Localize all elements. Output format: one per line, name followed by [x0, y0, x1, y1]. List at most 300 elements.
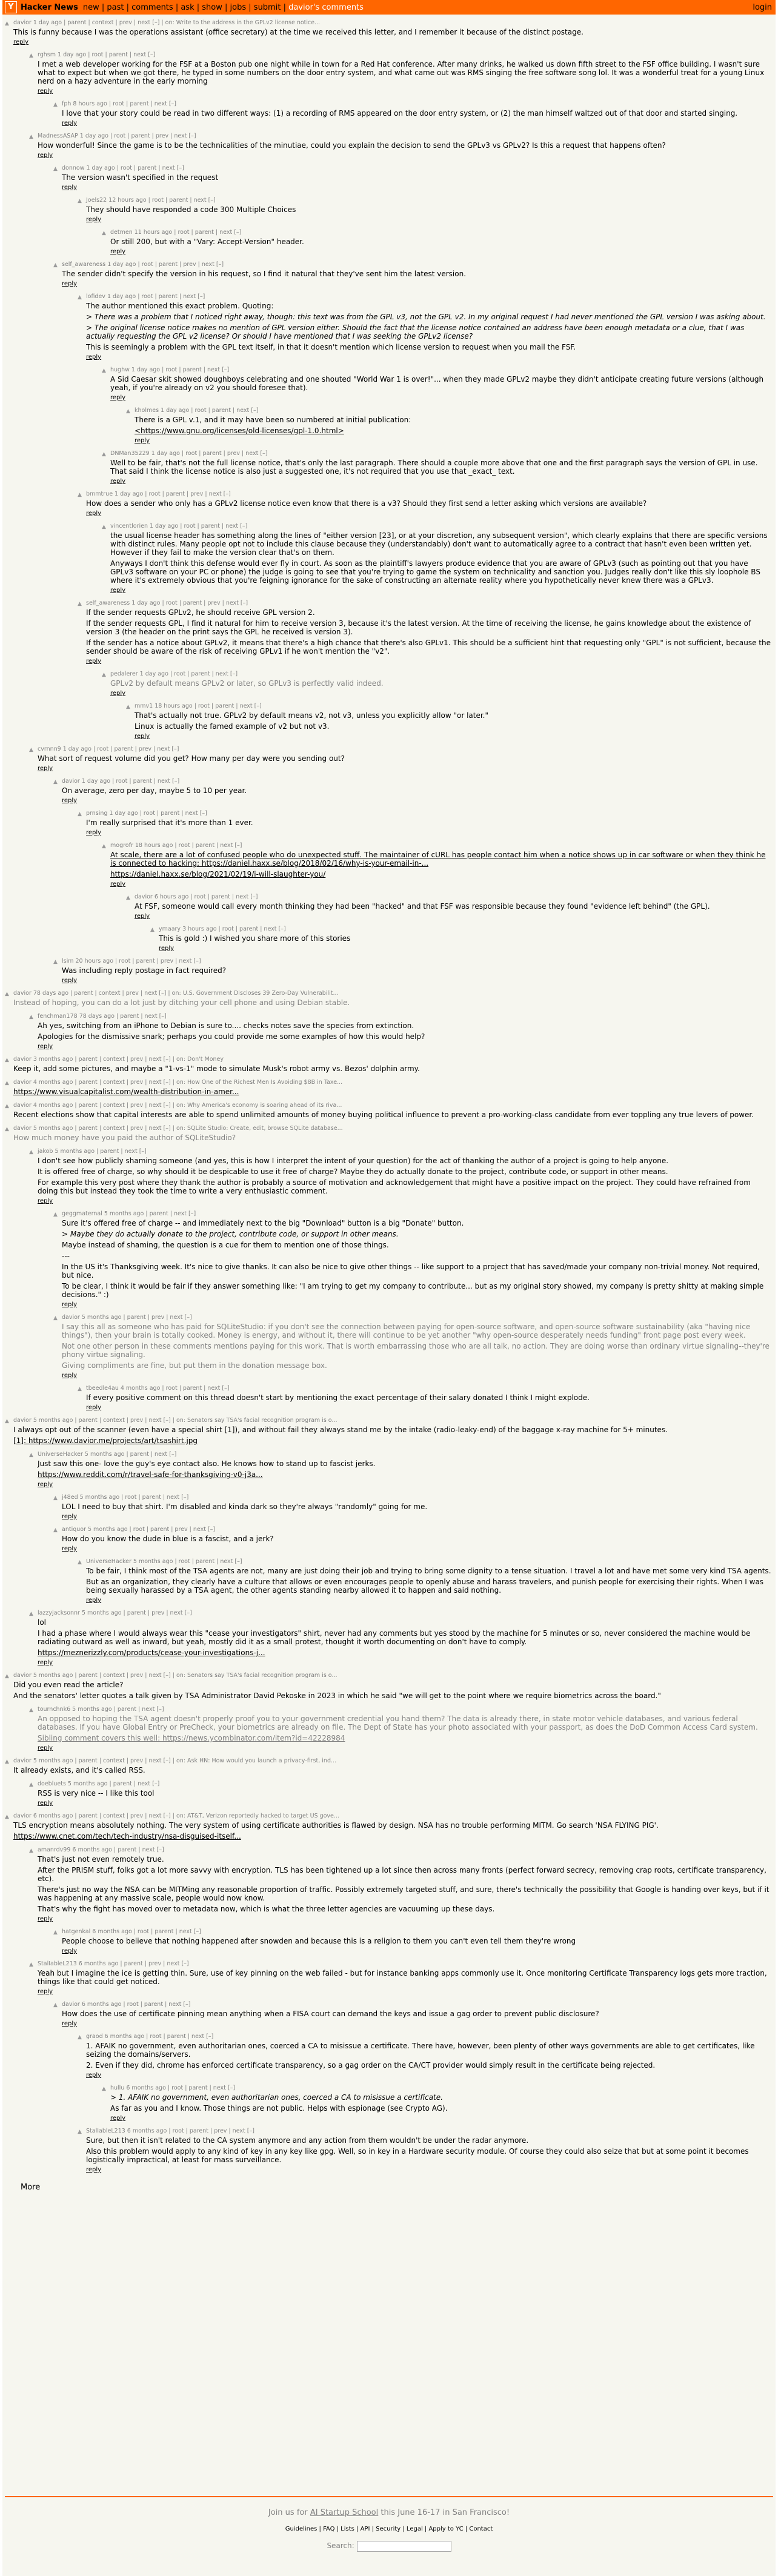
upvote-icon[interactable]: ▲: [5, 1673, 9, 1679]
comment-paragraph: To be fair, I think most of the TSA agents are not, many are just doing their job and trying to bring some dignity to a tense situation. I travel a lot and have met some very kind TSA agents.: [86, 1567, 771, 1575]
upvote-icon[interactable]: ▲: [29, 1014, 33, 1020]
upvote-icon[interactable]: ▲: [78, 294, 82, 300]
comment-meta[interactable]: davior 3 months ago | parent | context | prev | next [–] | on: Don't Money: [13, 1056, 224, 1063]
upvote-icon[interactable]: ▲: [53, 779, 58, 785]
comment-text: [110, 459, 773, 476]
reply-link[interactable]: reply: [62, 120, 78, 127]
upvote-icon[interactable]: ▲: [78, 198, 82, 204]
comment-paragraph: Also this problem would apply to any kind of key in any key like gpg. Well, so in key in a Hardware security module. Of course they could also seize that but at some point it becomes logistically impractical, at least for mass surveillance.: [86, 2147, 749, 2164]
reply-link[interactable]: reply: [86, 354, 102, 360]
reply-link[interactable]: reply: [38, 1916, 53, 1922]
comment-meta[interactable]: pedalerer 1 day ago | root | parent | next [–]: [110, 671, 238, 677]
comment-text: [62, 1502, 773, 1511]
comment: [53, 1526, 773, 1552]
comment: [102, 523, 773, 594]
comment-meta[interactable]: tbeedle4au 4 months ago | root | parent | next [–]: [86, 1385, 230, 1392]
comment-meta[interactable]: fenchman178 78 days ago | parent | next [–]: [38, 1013, 167, 1020]
comment: [5, 19, 773, 45]
comment-meta[interactable]: j48ed 5 months ago | root | parent | next [–]: [62, 1494, 189, 1501]
upvote-icon[interactable]: ▲: [53, 1495, 58, 1501]
comment-paragraph[interactable]: https://www.reddit.com/r/travel-safe-for-thanksgiving-v0-j3a...: [38, 1470, 263, 1479]
comment-text: [110, 679, 773, 688]
comment-paragraph: I had a phase where I would always wear this "cease your investigators" shirt, never had any comments but yes stood by the machine for 5 minutes or so, never considered the machine would be radiating outward as well as inward, but yeah, mostly did it as a small protest, thought it worth documenting on don't have to comply.: [38, 1629, 751, 1646]
comment: [53, 1314, 773, 1379]
comment-text: [110, 851, 773, 878]
upvote-icon[interactable]: ▲: [29, 1848, 33, 1854]
reply-link[interactable]: reply: [86, 829, 102, 836]
comment-paragraph: Giving compliments are fine, but put them in the donation message box.: [62, 1361, 327, 1370]
login-link[interactable]: login: [753, 2, 772, 12]
comment-paragraph[interactable]: https://www.visualcapitalist.com/wealth-distribution-in-amer...: [13, 1087, 239, 1096]
reply-link[interactable]: reply: [62, 184, 78, 191]
comment-meta[interactable]: davior 6 months ago | parent | context | prev | next [–] | on: AT&T, Verizon reportedly hacked to target US gove...: [13, 1813, 339, 1819]
comment: [53, 165, 773, 191]
comment-text: [62, 173, 773, 182]
nav-submit[interactable]: submit: [253, 2, 281, 12]
upvote-icon[interactable]: ▲: [53, 262, 58, 268]
reply-link[interactable]: reply: [38, 88, 53, 95]
comment-meta[interactable]: geggmaternal 5 months ago | parent | next [–]: [62, 1210, 196, 1217]
reply-link[interactable]: reply: [62, 797, 78, 804]
comment: [5, 1125, 773, 1142]
comment: [126, 703, 773, 740]
upvote-icon[interactable]: ▲: [53, 102, 58, 108]
comment-meta[interactable]: antiquor 5 months ago | root | parent | prev | next [–]: [62, 1526, 216, 1533]
comment-meta[interactable]: bmmtrue 1 day ago | root | parent | prev | next [–]: [86, 491, 231, 497]
footer: [2, 2496, 776, 2552]
comment-meta[interactable]: hughw 1 day ago | root | parent | next [–]: [110, 367, 230, 373]
comment: [5, 1056, 773, 1073]
reply-link[interactable]: reply: [86, 2166, 102, 2173]
reply-link[interactable]: reply: [135, 913, 150, 920]
comment-meta[interactable]: davior 5 months ago | parent | context | prev | next [–] | on: SQLite Studio: Create, edit, browse SQLite database...: [13, 1125, 343, 1132]
reply-link[interactable]: reply: [110, 248, 126, 255]
comment: [29, 51, 773, 95]
comment-paragraph: But as an organization, they clearly have a culture that allows or even encourages people to openly abuse and harass travelers, and punish people for exercising their rights. When I was being sexually harassed by a TSA agent, the other agents standing nearby allowed it to happen and said nothing.: [86, 1578, 764, 1595]
reply-link[interactable]: reply: [86, 1597, 102, 1604]
comment-text: [13, 1681, 773, 1700]
reply-link[interactable]: reply: [38, 1745, 53, 1751]
comment-text: [13, 998, 773, 1007]
yc-link[interactable]: AI Startup School: [310, 2508, 379, 2517]
upvote-icon[interactable]: ▲: [29, 747, 33, 753]
comment-text: [13, 1426, 773, 1445]
upvote-icon[interactable]: ▲: [29, 1452, 33, 1458]
comment-paragraph: I don't see how publicly shaming someone (and yes, this is how I interpret the intent of your question) for the act of thanking the author of a project is going to help anyone.: [38, 1157, 669, 1165]
comment-meta[interactable]: StalIableL213 6 months ago | root | parent | prev | next [–]: [86, 2128, 254, 2134]
comment-text: [62, 786, 773, 795]
comment-text: [110, 531, 773, 585]
comment-paragraph: Well to be fair, that's not the full license notice, that's only the last paragraph. There should a couple more above that one and the first paragraph says the version of GPL in use. That said I think the license notice is also just a suggested one, it's not required that you use that _exact_ text.: [110, 459, 758, 476]
nav-past[interactable]: past: [107, 2, 124, 12]
upvote-icon[interactable]: ▲: [102, 843, 106, 849]
reply-link[interactable]: reply: [62, 1545, 78, 1552]
nav-ask[interactable]: ask: [181, 2, 194, 12]
footer-search: [2, 2541, 776, 2552]
upvote-icon[interactable]: ▲: [102, 672, 106, 678]
comment-paragraph[interactable]: https://www.cnet.com/tech/tech-industry/nsa-disguised-itself...: [13, 1832, 241, 1841]
reply-link[interactable]: reply: [110, 587, 126, 594]
yc-suffix: this June 16-17 in San Francisco!: [378, 2508, 510, 2517]
reply-link[interactable]: reply: [86, 510, 102, 517]
comment-meta[interactable]: jakob 5 months ago | parent | next [–]: [38, 1148, 147, 1155]
comment-paragraph[interactable]: [1]: https://www.davior.me/projects/art/tsashirt.jpg: [13, 1436, 198, 1445]
comment-thread: [2, 15, 776, 2173]
upvote-icon[interactable]: ▲: [78, 811, 82, 817]
upvote-icon[interactable]: ▲: [5, 1103, 9, 1109]
comment-text: [135, 711, 773, 731]
comment: [29, 1610, 773, 1666]
comment-text: [38, 1789, 773, 1798]
comment: [78, 293, 773, 360]
comment-meta[interactable]: amanrdv99 6 months ago | parent | next [–]: [38, 1847, 164, 1853]
upvote-icon[interactable]: ▲: [29, 1782, 33, 1788]
comment: [53, 778, 773, 804]
reply-link[interactable]: reply: [135, 733, 150, 740]
comment-text: [135, 902, 773, 911]
comment-meta[interactable]: StalIableL213 6 months ago | parent | prev | next [–]: [38, 1960, 189, 1967]
comment-meta[interactable]: davior 5 months ago | parent | prev | next [–]: [62, 1314, 192, 1321]
comment: [53, 1494, 773, 1520]
comment-paragraph[interactable]: https://daniel.haxx.se/blog/2021/02/19/i-will-slaughter-you/: [110, 870, 326, 878]
comment: [53, 261, 773, 287]
comment: [29, 1706, 773, 1751]
reply-link[interactable]: reply: [62, 977, 78, 984]
comment-meta[interactable]: mogrofr 18 hours ago | root | parent | next [–]: [110, 842, 242, 849]
upvote-icon[interactable]: ▲: [126, 704, 130, 710]
comment-meta[interactable]: MadnessASAP 1 day ago | root | parent | prev | next [–]: [38, 133, 196, 139]
reply-link[interactable]: reply: [38, 152, 53, 159]
comment: [29, 1847, 773, 1922]
comment-paragraph: How much money have you paid the author of SQLiteStudio?: [13, 1134, 236, 1142]
comment-meta[interactable]: fph 8 hours ago | root | parent | next [–]: [62, 101, 177, 107]
comment-meta[interactable]: lazzyjacksonnr 5 months ago | parent | prev | next [–]: [38, 1610, 192, 1616]
comment-text: [38, 1618, 773, 1657]
comment-text: [62, 270, 773, 278]
comment-paragraph: TLS encryption means absolutely nothing. The very system of using certificate authorities is flawed by design. NSA has no trouble performing MITM. Go search 'NSA FLYING PIG'.: [13, 1821, 659, 1830]
comment-text: [135, 416, 773, 435]
comment-text: [13, 1087, 773, 1096]
comment-meta[interactable]: self_awareness 1 day ago | root | parent | prev | next [–]: [86, 600, 248, 606]
reply-link[interactable]: reply: [38, 765, 53, 772]
upvote-icon[interactable]: ▲: [5, 1126, 9, 1132]
reply-link[interactable]: reply: [110, 2115, 126, 2122]
comment-meta[interactable]: UniverseHacker 5 months ago | parent | next [–]: [38, 1451, 177, 1458]
comment-paragraph: How wonderful! Since the game is to be the technicalities of the minutiae, could you explain the decision to send the GPLv3 vs GPLv2? Is this a request that happens often?: [38, 141, 666, 150]
comment-meta[interactable]: prnsing 1 day ago | root | parent | next [–]: [86, 810, 207, 817]
upvote-icon[interactable]: ▲: [102, 2086, 106, 2092]
comment-meta[interactable]: davior 4 months ago | parent | context | prev | next [–] | on: Why America's economy is soaring ahead of its riva...: [13, 1102, 342, 1109]
upvote-icon[interactable]: ▲: [29, 53, 33, 59]
upvote-icon[interactable]: ▲: [29, 1149, 33, 1155]
comment-paragraph: Linux is actually the famed example of v2 but not v3.: [135, 722, 330, 731]
comment-paragraph: Sure, but then it isn't related to the CA system anymore and any action from them wouldn't be under the radar anymore.: [86, 2136, 529, 2145]
more-link[interactable]: More: [21, 2183, 41, 2192]
comment: [29, 1781, 773, 1807]
comment-meta[interactable]: cvrnnn9 1 day ago | root | parent | prev | next [–]: [38, 746, 179, 752]
comment-paragraph: RSS is very nice -- I like this tool: [38, 1789, 155, 1798]
comment-meta[interactable]: kholmes 1 day ago | root | parent | next [–]: [135, 407, 259, 414]
comment-text: [13, 28, 773, 36]
comment-paragraph: A Sid Caesar skit showed doughboys celebrating and one shouted "World War 1 is over!"... when they made GPLv2 maybe they didn't anticipate creating future versions (although yeah, if you're already on v2 you should foresee that).: [110, 375, 764, 392]
comment-meta[interactable]: davior 5 months ago | parent | context | prev | next [–] | on: Senators say TSA's facial recognition program is o...: [13, 1417, 337, 1424]
comment: [5, 1102, 773, 1119]
comment: [102, 671, 773, 697]
upvote-icon[interactable]: ▲: [78, 1386, 82, 1392]
comment-text: [13, 1134, 773, 1142]
comment-paragraph: Anyways I don't think this defense would ever fly in court. As soon as the plaintiff's lawyers produce evidence that you are aware of GPLv3 (such as pointing out that you have GPLv3 software on your PC or phone) the judge is going to see that you're trying to game the system on technicality and sanction you. Judges really don't like this sly loophole BS where it's extremely obvious that you're feigning ignorance for the sake of constructing an alternate reality where you hypothetically never knew there was a GPLv3.: [110, 559, 760, 585]
comment-paragraph: How does a sender who only has a GPLv2 license notice even know that there is a v3? Should they first send a letter asking which versions are available?: [86, 499, 647, 508]
upvote-icon[interactable]: ▲: [29, 1962, 33, 1968]
comment-paragraph: People choose to believe that nothing happened after snowden and because this is a religion to them you can't even tell them they're wrong: [62, 1937, 576, 1945]
upvote-icon[interactable]: ▲: [29, 1611, 33, 1617]
comment-meta[interactable]: davior 78 days ago | parent | context | prev | next [–] | on: U.S. Government Discloses 39 Zero-Day Vulnerabilit...: [13, 990, 339, 997]
comment-text: [38, 1459, 773, 1479]
comment-paragraph: On average, zero per day, maybe 5 to 10 per year.: [62, 786, 247, 795]
site-title[interactable]: Hacker News: [21, 2, 78, 12]
comment-paragraph: How do you know the dude in blue is a fascist, and a jerk?: [62, 1535, 274, 1543]
upvote-icon[interactable]: ▲: [5, 1057, 9, 1063]
comment-meta[interactable]: hatgenkal 6 months ago | root | parent | next [–]: [62, 1928, 201, 1935]
comment: [53, 1210, 773, 1308]
comment: [53, 1928, 773, 1954]
comment-paragraph: This is gold :) I wished you share more of this stories: [159, 934, 351, 943]
comment-meta[interactable]: lofidev 1 day ago | root | parent | next [–]: [86, 293, 205, 300]
comment-text: [159, 934, 773, 943]
comment-paragraph: I always opt out of the scanner (even have a special shirt [1]), and without fail they always stand me by the intake (radio-leaky-end) of the baggage x-ray machine for 5+ minutes.: [13, 1426, 668, 1434]
upvote-icon[interactable]: ▲: [53, 1212, 58, 1218]
comment-paragraph: I met a web developer working for the FSF at a Boston pub one night while in town for a Red Hat conference. After many drinks, he walked us down fifth street to the FSF office building. I wasn't sure what to expect but when we got there, he typed in some numbers on the door entry system, and what came out was RMS singing the free software song lol. It was a wonderful treat for a young Linux nerd on a hazy adventure in the early morning: [38, 60, 765, 85]
comment-paragraph: The author mentioned this exact problem. Quoting:: [86, 302, 274, 310]
comment-paragraph[interactable]: https://meznerizzly.com/products/cease-your-investigations-j...: [38, 1648, 265, 1657]
yc-banner: [2, 2508, 776, 2517]
reply-link[interactable]: reply: [110, 881, 126, 888]
reply-link[interactable]: reply: [86, 658, 102, 665]
comment-meta[interactable]: vincentlorien 1 day ago | root | parent | next [–]: [110, 523, 248, 529]
comment-paragraph[interactable]: At scale, there are a lot of confused people who do unexpected stuff. The maintainer of cURL has people contact him when a notice shows up in car software or when they think he is connected to hacking: https://daniel.haxx.se/blog/2018/02/16/why-is-your-email-in-...: [110, 851, 766, 868]
upvote-icon[interactable]: ▲: [126, 408, 130, 414]
comment: [53, 958, 773, 984]
comment-meta[interactable]: rghsm 1 day ago | root | parent | next [–]: [38, 51, 156, 58]
upvote-icon[interactable]: ▲: [102, 524, 106, 530]
comment-paragraph: Not one other person in these comments mentions paying for this work. That is worth embarrassing those who are all talk, no action. They are doing worse than ordinary virtue signaling--they're phony virtue signaling.: [62, 1342, 770, 1359]
comment-meta[interactable]: davior 1 day ago | root | parent | next [–]: [62, 778, 180, 785]
comment-meta[interactable]: davior 5 months ago | parent | context | prev | next [–] | on: Ask HN: How would you launch a privacy-first, ind...: [13, 1758, 337, 1764]
nav-jobs[interactable]: jobs: [230, 2, 247, 12]
comment-paragraph[interactable]: Sibling comment covers this well: https://news.ycombinator.com/item?id=42228984: [38, 1734, 345, 1742]
yc-prefix: Join us for: [268, 2508, 310, 2517]
comment: [150, 926, 773, 952]
reply-link[interactable]: reply: [135, 437, 150, 444]
upvote-icon[interactable]: ▲: [5, 21, 9, 27]
comment-meta[interactable]: UniverseHacker 5 months ago | root | parent | next [–]: [86, 1558, 242, 1565]
comment: [102, 2085, 773, 2122]
reply-link[interactable]: reply: [38, 1043, 53, 1050]
comment: [5, 1758, 773, 1774]
comment-meta[interactable]: davior 1 day ago | parent | context | prev | next [–] | on: Write to the address in the GPLv2 license notice...: [13, 19, 321, 26]
comment-paragraph: If the sender requests GPLv2, he should receive GPL version 2.: [86, 608, 315, 617]
upvote-icon[interactable]: ▲: [78, 2034, 82, 2040]
comment-text: [86, 499, 773, 508]
upvote-icon[interactable]: ▲: [150, 927, 155, 933]
comment-paragraph: There's just no way the NSA can be MITMing any reasonable proportion of traffic. Possibly extremely targeted stuff, and sure, there's technically the possibility that Google is handing over keys, but if it was happening at any massive scale, people would now know.: [38, 1885, 770, 1902]
reply-link[interactable]: reply: [62, 1513, 78, 1520]
comment-paragraph: This is seemingly a problem with the GPL text itself, in that it doesn't mention which license version to request when you mail the FSF.: [86, 343, 576, 351]
upvote-icon[interactable]: ▲: [53, 1930, 58, 1936]
logo[interactable]: Y: [5, 1, 17, 13]
comment: [102, 450, 773, 485]
comment-paragraph: GPLv2 by default means GPLv2 or later, so GPLv3 is perfectly valid indeed.: [110, 679, 384, 688]
comment-meta[interactable]: hullu 6 months ago | root | parent | next [–]: [110, 2085, 236, 2091]
comment-paragraph: The version wasn't specified in the request: [62, 173, 219, 182]
upvote-icon[interactable]: ▲: [53, 166, 58, 172]
comment-paragraph: As far as you and I know. Those things are not public. Helps with espionage (see Crypto AG).: [110, 2104, 448, 2113]
reply-link[interactable]: reply: [62, 1301, 78, 1308]
reply-link[interactable]: reply: [110, 690, 126, 697]
comment-paragraph: They should have responded a code 300 Multiple Choices: [86, 205, 296, 214]
upvote-icon[interactable]: ▲: [78, 1559, 82, 1565]
comment-meta[interactable]: lsim 20 hours ago | root | parent | prev | next [–]: [62, 958, 201, 964]
nav-links: new | past | comments | ask | show | jobs | submit | davior's comments: [82, 2, 364, 12]
comment-meta[interactable]: davior 5 months ago | parent | context | prev | next [–] | on: Senators say TSA's facial recognition program is o...: [13, 1672, 337, 1679]
comment-text: [38, 1157, 773, 1195]
comment: [29, 1960, 773, 1995]
reply-link[interactable]: reply: [38, 1800, 53, 1807]
upvote-icon[interactable]: ▲: [78, 601, 82, 607]
header-bar: [2, 0, 776, 15]
comment: [53, 2001, 773, 2027]
comment-text: [86, 608, 773, 656]
comment-meta[interactable]: Joels22 12 hours ago | root | parent | next [–]: [86, 197, 216, 204]
reply-link[interactable]: reply: [62, 1948, 78, 1954]
nav-new[interactable]: new: [82, 2, 99, 12]
reply-link[interactable]: reply: [13, 39, 29, 45]
nav-show[interactable]: show: [202, 2, 222, 12]
comment-text: [62, 109, 773, 118]
comment-text: [13, 1110, 773, 1119]
reply-link[interactable]: reply: [38, 1481, 53, 1488]
upvote-icon[interactable]: ▲: [5, 991, 9, 997]
comment-paragraph: Did you even read the article?: [13, 1681, 124, 1689]
comment-paragraph[interactable]: <https://www.gnu.org/licenses/old-licenses/gpl-1.0.html>: [135, 427, 344, 435]
comment-paragraph: > 1. AFAIK no government, even authoritarian ones, coerced a CA to misissue a certificate.: [110, 2093, 443, 2102]
footer-links[interactable]: Guidelines | FAQ | Lists | API | Security | Legal | Apply to YC | Contact: [285, 2526, 493, 2532]
comment-paragraph: What sort of request volume did you get? How many per day were you sending out?: [38, 754, 345, 763]
upvote-icon[interactable]: ▲: [53, 1527, 58, 1533]
reply-link[interactable]: reply: [110, 478, 126, 485]
comment-text: [62, 1937, 773, 1945]
upvote-icon[interactable]: ▲: [53, 959, 58, 965]
reply-link[interactable]: reply: [62, 1372, 78, 1379]
nav-comments[interactable]: comments: [131, 2, 173, 12]
comment-paragraph: lol: [38, 1618, 47, 1627]
comment-meta[interactable]: tournchnk6 5 months ago | parent | next [–]: [38, 1706, 164, 1713]
comment: [29, 133, 773, 159]
comment: [5, 990, 773, 1007]
upvote-icon[interactable]: ▲: [5, 1814, 9, 1820]
comment-meta[interactable]: mmv1 18 hours ago | root | parent | next [–]: [135, 703, 262, 709]
reply-link[interactable]: reply: [86, 1404, 102, 1411]
upvote-icon[interactable]: ▲: [5, 1418, 9, 1424]
comment-text: [38, 754, 773, 763]
comment-meta[interactable]: doebluets 5 months ago | parent | next [–]: [38, 1781, 160, 1787]
reply-link[interactable]: reply: [110, 394, 126, 401]
comment-paragraph: That's why the fight has moved over to metadata now, which is what the three letter agencies are vacuuming up these days.: [38, 1905, 495, 1913]
comment-paragraph: ---: [62, 1252, 70, 1260]
comment-paragraph: I'm really surprised that it's more than 1 ever.: [86, 818, 253, 827]
comment-text: [62, 1323, 773, 1370]
comment-text: [62, 966, 773, 975]
upvote-icon[interactable]: ▲: [78, 2129, 82, 2135]
comment-meta[interactable]: davior 4 months ago | parent | context | prev | next [–] | on: How One of the Richest Men Is Avoiding $8B in Taxe...: [13, 1079, 343, 1086]
upvote-icon[interactable]: ▲: [29, 134, 33, 140]
reply-link[interactable]: reply: [62, 281, 78, 287]
comment-paragraph: Or still 200, but with a "Vary: Accept-Version" header.: [110, 237, 304, 246]
comment-meta[interactable]: ymaary 3 hours ago | root | parent | next [–]: [159, 926, 286, 932]
reply-link[interactable]: reply: [38, 1198, 53, 1204]
comment-paragraph: Keep it, add some pictures, and maybe a "1-vs-1" mode to simulate Musk's robot army vs. Bezos' dolphin army.: [13, 1064, 420, 1073]
upvote-icon[interactable]: ▲: [126, 895, 130, 901]
comment-text: [62, 1535, 773, 1543]
search-input[interactable]: [357, 2541, 451, 2552]
comment-paragraph: How does the use of certificate pinning mean anything when a FISA court can demand the keys and issue a gag order to prevent public disclosure?: [62, 2010, 599, 2018]
upvote-icon[interactable]: ▲: [102, 451, 106, 457]
upvote-icon[interactable]: ▲: [29, 1707, 33, 1713]
comment: [5, 1417, 773, 1445]
comment: [78, 600, 773, 665]
comment: [78, 1385, 773, 1411]
reply-link[interactable]: reply: [38, 1988, 53, 1995]
comment: [78, 197, 773, 223]
comment-text: [86, 2136, 773, 2164]
comment: [78, 491, 773, 517]
upvote-icon[interactable]: ▲: [53, 2002, 58, 2008]
upvote-icon[interactable]: ▲: [102, 368, 106, 374]
comment: [78, 810, 773, 836]
comment-meta[interactable]: self_awareness 1 day ago | root | parent | prev | next [–]: [62, 261, 224, 268]
reply-link[interactable]: reply: [86, 216, 102, 223]
comment-paragraph: It already exists, and it's called RSS.: [13, 1766, 145, 1774]
comment: [126, 894, 773, 920]
comment-meta[interactable]: donnow 1 day ago | root | parent | next [–]: [62, 165, 184, 171]
comment-text: [86, 818, 773, 827]
comment-meta[interactable]: detmen 11 hours ago | root | parent | next [–]: [110, 229, 242, 236]
comment-text: [62, 1219, 773, 1299]
comment-meta[interactable]: davior 6 months ago | root | parent | next [–]: [62, 2001, 191, 2008]
upvote-icon[interactable]: ▲: [5, 1080, 9, 1086]
comment: [29, 1451, 773, 1488]
comment-meta[interactable]: graod 6 months ago | root | parent | next [–]: [86, 2033, 214, 2040]
reply-link[interactable]: reply: [159, 945, 175, 952]
comment-text: [110, 375, 773, 392]
comment: [29, 746, 773, 772]
comment-paragraph: If the sender requests GPL, I find it natural for him to receive version 3, because it's the latest version. At the time of receiving the license, he gains knowledge about the existence of version 3 (the header on the print says the GPL he received is version 3).: [86, 619, 751, 636]
comment-paragraph: Recent elections show that capital interests are able to spend unlimited amounts of money buying political influence to prevent a pro-working-class candidate from ever toppling any true levers of power.: [13, 1110, 754, 1119]
reply-link[interactable]: reply: [38, 1659, 53, 1666]
upvote-icon[interactable]: ▲: [78, 492, 82, 498]
upvote-icon[interactable]: ▲: [102, 230, 106, 236]
comment-paragraph: To be clear, I think it would be fair if they answer something like: "I am trying to get my company to contribute... but as my original story showed, my company is pretty shitty at making simple decisions." :): [62, 1282, 764, 1299]
comment-paragraph: Yeah but I imagine the ice is getting thin. Sure, use of key pinning on the web failed - but for instance banking apps commonly use it. Once monitoring Certificate Transparency logs gets more traction, things like that could get noticed.: [38, 1969, 767, 1986]
reply-link[interactable]: reply: [86, 2072, 102, 2079]
comment-meta[interactable]: DNMan35229 1 day ago | root | parent | prev | next [–]: [110, 450, 268, 457]
upvote-icon[interactable]: ▲: [53, 1315, 58, 1321]
comment-paragraph: Maybe instead of shaming, the question is a cue for them to mention one of those things.: [62, 1241, 389, 1249]
comment-paragraph: Instead of hoping, you can do a lot just by ditching your cell phone and using Debian stable.: [13, 998, 350, 1007]
comment-meta[interactable]: davior 6 hours ago | root | parent | next [–]: [135, 894, 258, 900]
reply-link[interactable]: reply: [62, 2020, 78, 2027]
upvote-icon[interactable]: ▲: [5, 1759, 9, 1765]
